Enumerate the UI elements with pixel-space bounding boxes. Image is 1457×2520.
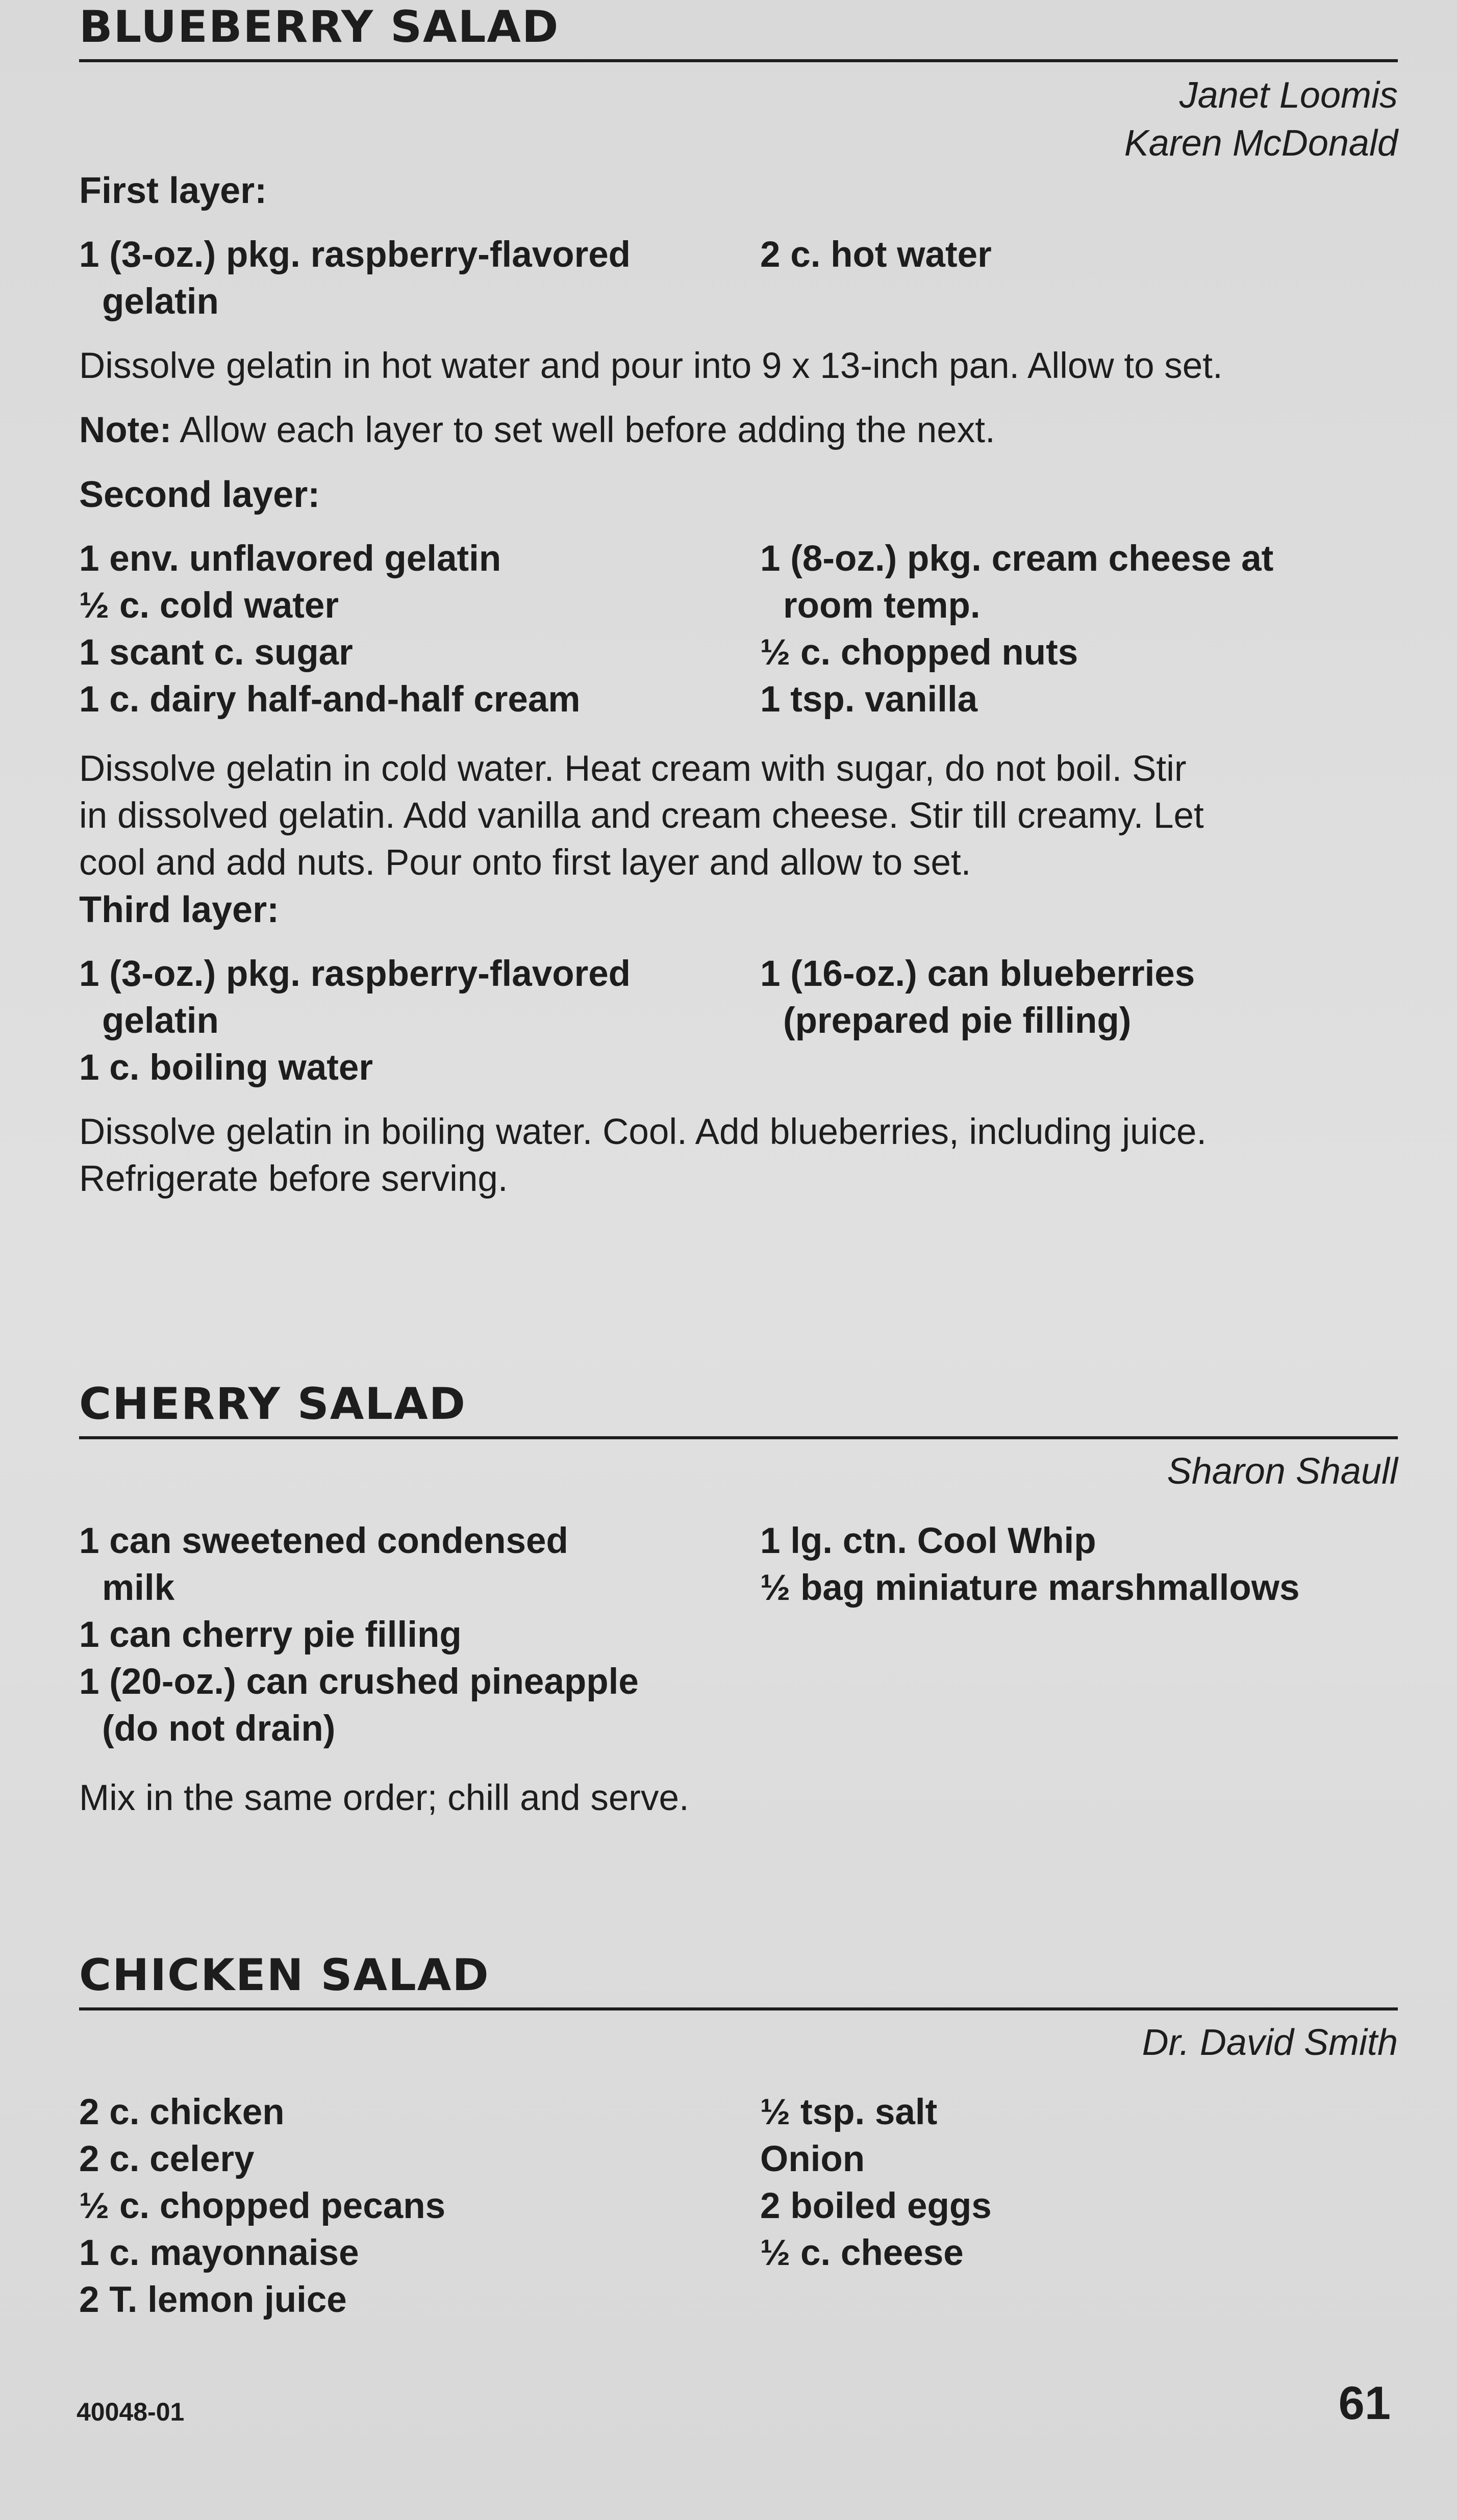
ingredient: 1 lg. ctn. Cool Whip — [760, 1521, 1096, 1561]
ingredient: 1 can cherry pie filling — [79, 1615, 462, 1655]
ingredient: gelatin — [102, 282, 219, 322]
ingredient: 1 tsp. vanilla — [760, 679, 978, 720]
ingredient-list — [79, 2089, 1398, 2324]
ingredient: 2 T. lemon juice — [79, 2280, 347, 2320]
ingredient: 1 c. mayonnaise — [79, 2233, 359, 2273]
ingredient: 1 (8-oz.) pkg. cream cheese at — [760, 539, 1274, 579]
ingredient: ½ c. chopped nuts — [760, 632, 1078, 673]
author: Sharon Shaull — [1167, 1451, 1398, 1492]
ingredient: milk — [102, 1568, 175, 1608]
ingredient: (do not drain) — [102, 1709, 336, 1749]
recipe-title: BLUEBERRY SALAD — [79, 5, 1398, 62]
note-label: Note: — [79, 410, 172, 450]
directions: Refrigerate before serving. — [79, 1159, 508, 1199]
recipe-cherry-salad — [79, 1379, 1398, 1822]
author: Janet Loomis — [1179, 75, 1398, 116]
ingredient: 1 (16-oz.) can blueberries — [760, 954, 1195, 994]
directions: Dissolve gelatin in hot water and pour into 9 x 13-inch pan. Allow to set. — [79, 346, 1223, 386]
directions: Dissolve gelatin in cold water. Heat cream with sugar, do not boil. Stir — [79, 749, 1187, 789]
ingredient: 2 boiled eggs — [760, 2186, 992, 2226]
ingredient-list — [79, 536, 1398, 723]
ingredient: 1 env. unflavored gelatin — [79, 539, 501, 579]
layer-heading: Third layer: — [79, 889, 280, 930]
recipe-title: CHICKEN SALAD — [79, 1953, 1398, 2010]
directions: Dissolve gelatin in boiling water. Cool. Add blueberries, including juice. — [79, 1112, 1207, 1152]
ingredient: 1 (3-oz.) pkg. raspberry-flavored — [79, 954, 631, 994]
layer-heading: Second layer: — [79, 474, 320, 515]
ingredient: ½ c. cold water — [79, 586, 339, 626]
recipe-chicken-salad — [79, 1950, 1398, 2324]
ingredient-list — [79, 232, 1398, 325]
note — [79, 407, 1398, 454]
ingredient: 2 c. celery — [79, 2139, 255, 2179]
ingredient: 1 can sweetened condensed — [79, 1521, 568, 1561]
ingredient: 2 c. hot water — [760, 235, 992, 275]
ingredient: ½ tsp. salt — [760, 2092, 938, 2132]
ingredient: 1 c. boiling water — [79, 1048, 373, 1088]
ingredient: 1 scant c. sugar — [79, 632, 353, 673]
ingredient: 1 (20-oz.) can crushed pineapple — [79, 1662, 639, 1702]
recipe-blueberry-salad — [79, 2, 1398, 1203]
ingredient-list — [79, 951, 1398, 1091]
page-number: 61 — [1338, 2377, 1391, 2429]
ingredient: 1 (3-oz.) pkg. raspberry-flavored — [79, 235, 631, 275]
ingredient: ½ c. cheese — [760, 2233, 964, 2273]
ingredient: Onion — [760, 2139, 865, 2179]
author: Karen McDonald — [1124, 123, 1398, 164]
ingredient: ½ c. chopped pecans — [79, 2186, 446, 2226]
book-code: 40048-01 — [77, 2398, 185, 2426]
ingredient: 2 c. chicken — [79, 2092, 285, 2132]
ingredient: room temp. — [783, 586, 981, 626]
ingredient: 1 c. dairy half-and-half cream — [79, 679, 581, 720]
note-text: Allow each layer to set well before adding the next. — [171, 410, 995, 450]
directions: in dissolved gelatin. Add vanilla and cream cheese. Stir till creamy. Let — [79, 796, 1204, 836]
directions: Mix in the same order; chill and serve. — [79, 1778, 689, 1818]
recipe-title: CHERRY SALAD — [79, 1382, 1398, 1439]
directions: cool and add nuts. Pour onto first layer and allow to set. — [79, 843, 971, 883]
ingredient-list — [79, 1518, 1398, 1752]
layer-heading: First layer: — [79, 170, 267, 211]
ingredient: ½ bag miniature marshmallows — [760, 1568, 1300, 1608]
author: Dr. David Smith — [1142, 2022, 1398, 2063]
ingredient: gelatin — [102, 1001, 219, 1041]
ingredient: (prepared pie filling) — [783, 1001, 1132, 1041]
